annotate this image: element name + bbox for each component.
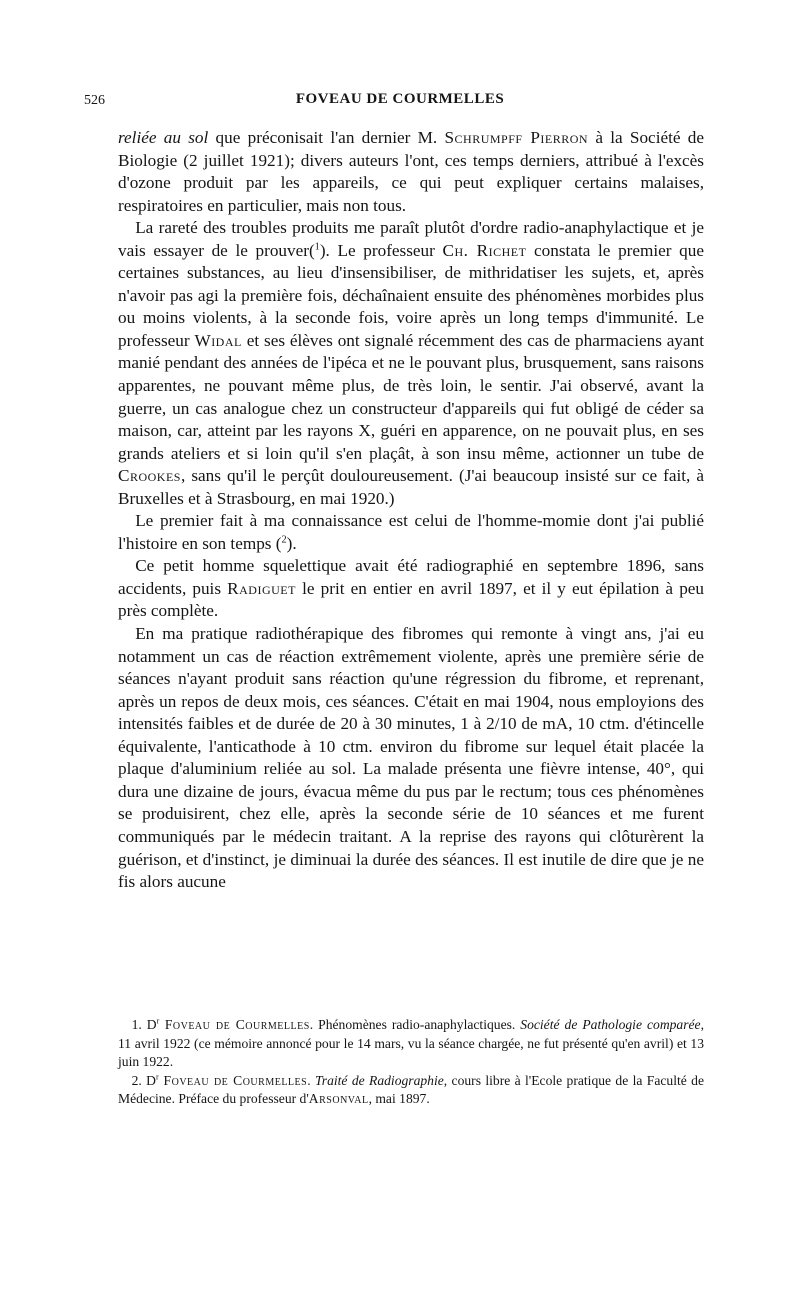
author-name: Radiguet (227, 578, 296, 598)
footnote-number: 2. D (131, 1072, 156, 1088)
paragraph-2 (118, 217, 704, 510)
text-run: à la Société de Biologie (2 juillet 1921); divers auteurs l'ont, ces temps derniers, attribué à l'excès d'ozone produit par les appareils, ce qui peut expliquer certains malaises, respiratoires en particulier, mais non tous. (118, 128, 704, 215)
text-run: En ma pratique radiothérapique des fibromes qui remonte à vingt ans, j'ai eu notamment un cas de réaction extrêmement violente, après une première série de séances n'ayant produit sans réaction qu'une régression du fibrome, et reprenant, après un repos de deux mois, ces séances. C'était en mai 1904, nous employions des intensités faibles et de durée de 20 à 30 minutes, 1 à 2/10 de mA, 10 ctm. d'étincelle équivalente, l'anticathode à 10 ctm. environ du fibrome sur lequel était placée la plaque d'aluminium reliée au sol. La malade présenta une fièvre intense, 40°, qui dura une dizaine de jours, évacua même du pus par le rectum; tous ces phénomènes se produisirent, chez elle, après la seconde série de 10 séances et me furent communiqués par le médecin traitant. A la reprise des rayons qui clôturèrent la guérison, et d'instinct, je diminuai la durée des séances. Il est inutile de dire que je ne fis alors aucune (118, 624, 704, 892)
text-run: La rareté des troubles produits me paraît plutôt d'ordre radio-anaphylactique et je vais essayer de le prouver( (118, 218, 704, 260)
running-head: FOVEAU DE COURMELLES (295, 91, 505, 107)
footnote-ref: 1 (314, 241, 320, 252)
author-name: Schrumpff Pierron (444, 128, 589, 147)
text-run: ). Le professeur (319, 240, 443, 260)
text-run: constata le premier que certaines substances, au lieu d'insensibiliser, de mithridatiser les sujets, et, après n'avoir pas agi la première fois, déchaînaient ensuite des phénomènes morbides plus ou moins violents, à la seconde fois, voire après un long temps d'immunité. Le professeur (118, 240, 704, 350)
text-run: , cours libre à l'Ecole pratique de la Faculté de Médecine. Préface du professeur d' (118, 1072, 704, 1106)
text-run: le prit en entier en avril 1897, et il y eut épilation à peu près complète. (118, 578, 705, 621)
italic-title: Traité de Radiographie (314, 1072, 444, 1088)
text-run: ). (286, 533, 297, 553)
footnote-ref: 2 (281, 534, 287, 546)
footnotes (118, 1016, 704, 1109)
paragraph-5 (118, 623, 704, 894)
paragraph-1 (118, 127, 704, 217)
author-name: Foveau de Courmelles (158, 1072, 308, 1088)
footnote-1 (118, 1016, 704, 1072)
text-run: . (307, 1072, 315, 1088)
footnote-number: 1. D (131, 1017, 157, 1032)
text-run: que préconisait l'an dernier M. (208, 128, 445, 147)
author-name: Arsonval (308, 1091, 369, 1106)
italic-phrase: reliée au sol (118, 128, 209, 147)
superscript: r (155, 1071, 159, 1081)
text-run: , mai 1897. (368, 1091, 430, 1106)
text-run: . Phénomènes radio-anaphylactiques. (309, 1017, 521, 1032)
author-name: Crookes (118, 466, 181, 486)
paragraph-3 (118, 510, 704, 555)
author-name: Widal (194, 330, 242, 350)
text-run: , sans qu'il le perçût douloureusement. (J'ai beaucoup insisté sur ce fait, à Bruxelles et à Strasbourg, en mai 1920.) (118, 466, 704, 508)
author-name: Foveau de Courmelles (159, 1017, 310, 1032)
footnote-2 (118, 1072, 704, 1109)
text-run: Le premier fait à ma connaissance est celui de l'homme-momie dont j'ai publié l'histoire en son temps ( (118, 511, 704, 553)
body-text (118, 127, 704, 894)
author-name: Ch. Richet (442, 240, 527, 260)
page-number: 526 (84, 93, 105, 108)
text-run: Ce petit homme squelettique avait été radiographié en septembre 1896, sans accidents, puis (118, 556, 704, 598)
paragraph-4 (118, 555, 704, 623)
italic-title: Société de Pathologie comparée (520, 1017, 701, 1032)
text-run: , 11 avril 1922 (ce mémoire annoncé pour le 14 mars, vu la séance chargée, ne fut présenté qu'en avril) et 13 juin 1922. (118, 1017, 704, 1069)
superscript: r (156, 1016, 160, 1026)
text-run: et ses élèves ont signalé récemment des cas de pharmaciens ayant manié pendant des années de l'ipéca et ne le pouvant plus, brusquement, sans raisons apparentes, ne pouvant même plus, de très loin, le sentir. J'ai observé, avant la guerre, un cas analogue chez un constructeur d'appareils qui fut obligé de céder sa maison, car, atteint par les rayons X, guéri en apparence, on ne pouvait plus, en ses grands ateliers et si loin qu'il s'en plaçât, à son insu même, actionner un tube de (118, 330, 704, 463)
